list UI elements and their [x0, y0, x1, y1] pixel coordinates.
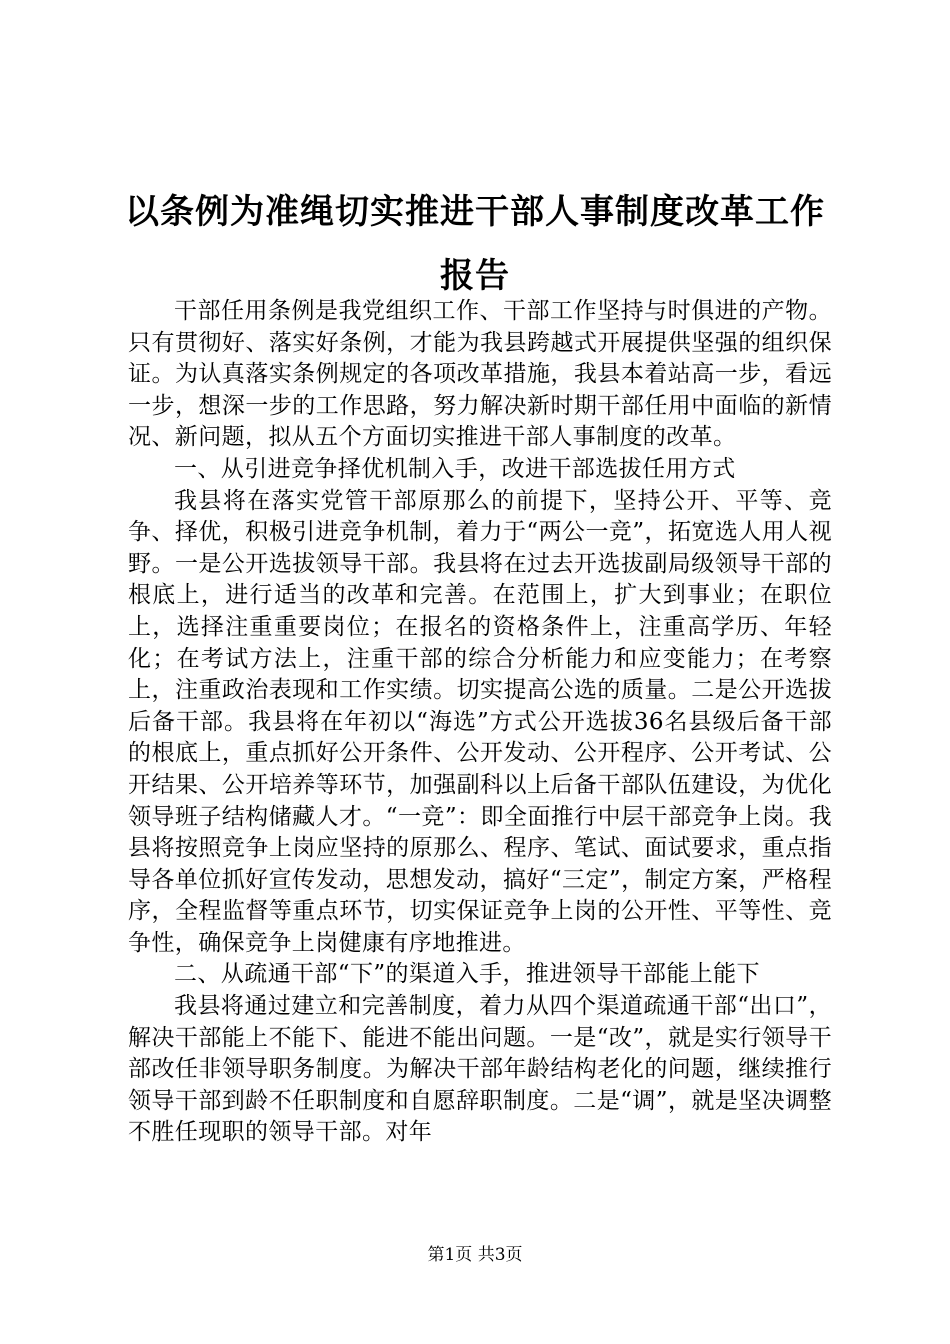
section-heading-2: 二、从疏通干部“下”的渠道入手，推进领导干部能上能下 [174, 961, 760, 988]
paragraph-intro: 干部任用条例是我党组织工作、干部工作坚持与时俱进的产物。只有贯彻好、落实好条例，才能为我县跨越式开展提供坚强的组织保证。为认真落实条例规定的各项改革措施，我县本着站高一步，看远一步，想深一步的工作思路，努力解决新时期干部任用中面临的新情况、新问题，拟从五个方面切实推进干部人事制度的改革。 [128, 298, 832, 451]
document-title: 以条例为准绳切实推进干部人事制度改革工作报告 [125, 192, 825, 296]
page-number-footer: 第1页 共3页 [427, 1245, 523, 1265]
document-body [128, 296, 832, 1149]
section-heading-1: 一、从引进竞争择优机制入手，改进干部选拔任用方式 [174, 455, 736, 482]
paragraph-section-1: 我县将在落实党管干部原那么的前提下，坚持公开、平等、竞争、择优，积极引进竞争机制，着力于“两公一竞”，拓宽选人用人视野。一是公开选拔领导干部。我县将在过去开选拔副局级领导干部的根底上，进行适当的改革和完善。在范围上，扩大到事业；在职位上，选择注重重要岗位；在报名的资格条件上，注重高学历、年轻化；在考试方法上，注重干部的综合分析能力和应变能力；在考察上，注重政治表现和工作实绩。切实提高公选的质量。二是公开选拔后备干部。我县将在年初以“海选”方式公开选拔36名县级后备干部的根底上，重点抓好公开条件、公开发动、公开程序、公开考试、公开结果、公开培养等环节，加强副科以上后备干部队伍建设，为优化领导班子结构储藏人才。“一竞”：即全面推行中层干部竞争上岗。我县将按照竞争上岗应坚持的原那么、程序、笔试、面试要求，重点指导各单位抓好宣传发动，思想发动，搞好“三定”，制定方案，严格程序，全程监督等重点环节，切实保证竞争上岗的公开性、平等性、竞争性，确保竞争上岗健康有序地推进。 [128, 487, 832, 956]
paragraph-section-2: 我县将通过建立和完善制度，着力从四个渠道疏通干部“出口”，解决干部能上不能下、能进不能出问题。一是“改”，就是实行领导干部改任非领导职务制度。为解决干部年龄结构老化的问题，继续推行领导干部到龄不任职制度和自愿辞职制度。二是“调”，就是坚决调整不胜任现职的领导干部。对年 [128, 993, 832, 1146]
